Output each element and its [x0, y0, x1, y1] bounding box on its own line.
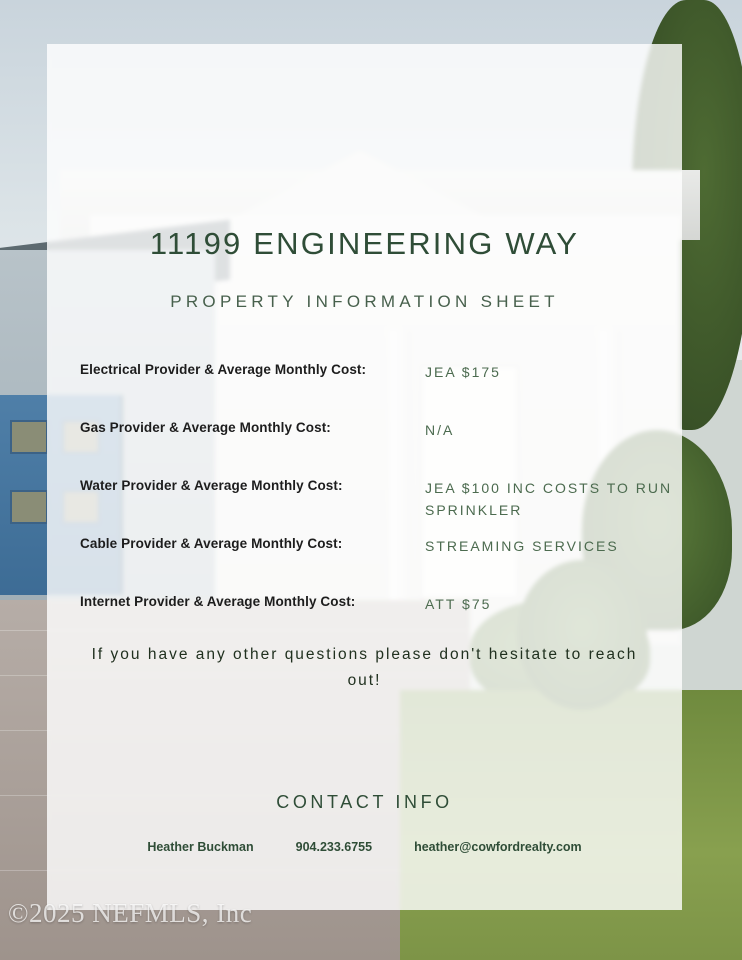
internet-provider-value: ATT $75 [425, 596, 492, 612]
list-item [80, 349, 680, 407]
closing-note: If you have any other questions please don't hesitate to reach out! [91, 646, 638, 689]
electrical-provider-label: Electrical Provider & Average Monthly Cost: [80, 362, 367, 377]
list-item [80, 581, 680, 639]
contact-name: Heather Buckman [147, 840, 254, 854]
contact-info-heading: CONTACT INFO [276, 792, 453, 812]
contact-email[interactable]: heather@cowfordrealty.com [414, 840, 582, 854]
list-item [80, 407, 680, 465]
page-subtitle: PROPERTY INFORMATION SHEET [170, 292, 559, 311]
contact-phone[interactable]: 904.233.6755 [295, 840, 373, 854]
utilities-list [80, 349, 680, 639]
electrical-provider-value: JEA $175 [425, 364, 501, 380]
water-provider-label: Water Provider & Average Monthly Cost: [80, 478, 343, 493]
gas-provider-label: Gas Provider & Average Monthly Cost: [80, 420, 331, 435]
gas-provider-value: N/A [425, 422, 455, 438]
copyright-watermark: ©2025 NEFMLS, Inc [8, 898, 253, 928]
internet-provider-label: Internet Provider & Average Monthly Cost: [80, 594, 356, 609]
cable-provider-value: STREAMING SERVICES [425, 538, 619, 554]
contact-details [47, 840, 682, 854]
water-provider-value: JEA $100 INC COSTS TO RUN SPRINKLER [425, 480, 673, 518]
page-title: 11199 ENGINEERING WAY [149, 226, 580, 261]
list-item [80, 465, 680, 523]
info-card [47, 44, 682, 910]
list-item [80, 523, 680, 581]
cable-provider-label: Cable Provider & Average Monthly Cost: [80, 536, 343, 551]
